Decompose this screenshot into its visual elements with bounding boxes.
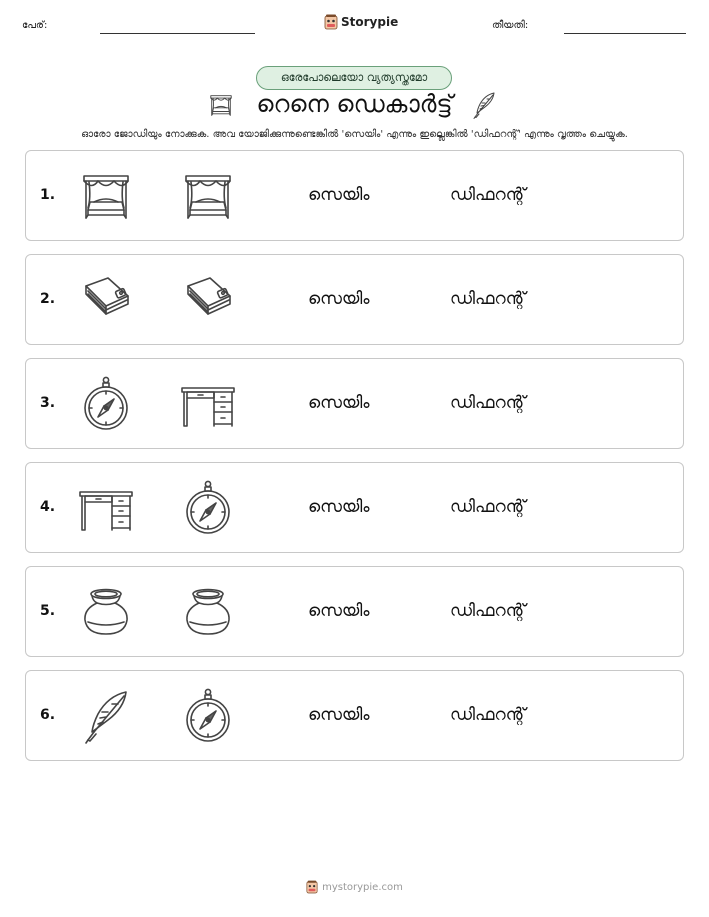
- compass-icon: [78, 376, 134, 432]
- name-line[interactable]: [100, 33, 255, 34]
- footer-url: mystorypie.com: [322, 881, 403, 893]
- different-option[interactable]: ഡിഫറന്റ്: [450, 185, 526, 205]
- desk-icon: [180, 376, 236, 432]
- brand-logo: [324, 14, 398, 30]
- pair-row: [25, 670, 684, 761]
- date-line[interactable]: [564, 33, 686, 34]
- different-option[interactable]: ഡിഫറന്റ്: [450, 497, 526, 517]
- storypie-mascot-icon: [306, 880, 318, 894]
- canopy-bed-icon: [78, 168, 134, 224]
- same-option[interactable]: സെയിം: [308, 705, 370, 725]
- name-label: പേര്:: [22, 20, 48, 31]
- row-number: 6.: [40, 707, 56, 723]
- same-option[interactable]: സെയിം: [308, 185, 370, 205]
- worksheet-type-badge: ഒരേപോലെയോ വ്യത്യസ്തമോ: [256, 66, 452, 90]
- storypie-mascot-icon: [324, 14, 338, 30]
- instruction-text: ഓരോ ജോഡിയും നോക്കുക. അവ യോജിക്കുന്നുണ്ടെങ്കിൽ 'സെയിം' എന്നും ഇല്ലെങ്കിൽ 'ഡിഫറന്റ്' എന്നും വൃത്തം ചെയ്യുക.: [81, 129, 628, 140]
- compass-icon: [180, 688, 236, 744]
- pair-row: [25, 566, 684, 657]
- compass-icon: [180, 480, 236, 536]
- different-option[interactable]: ഡിഫറന്റ്: [450, 601, 526, 621]
- worksheet-header: [0, 14, 709, 44]
- same-option[interactable]: സെയിം: [308, 497, 370, 517]
- same-option[interactable]: സെയിം: [308, 393, 370, 413]
- canopy-bed-icon: [206, 92, 236, 118]
- pair-row: [25, 254, 684, 345]
- date-label: തീയതി:: [492, 20, 529, 31]
- row-number: 3.: [40, 395, 56, 411]
- same-option[interactable]: സെയിം: [308, 601, 370, 621]
- book-icon: [180, 272, 236, 328]
- book-icon: [78, 272, 134, 328]
- different-option[interactable]: ഡിഫറന്റ്: [450, 393, 526, 413]
- title-row: [0, 90, 709, 124]
- canopy-bed-icon: [180, 168, 236, 224]
- quill-icon: [78, 688, 134, 744]
- pot-icon: [78, 584, 134, 640]
- row-number: 1.: [40, 187, 56, 203]
- footer: [0, 880, 709, 894]
- same-option[interactable]: സെയിം: [308, 289, 370, 309]
- pair-row: [25, 462, 684, 553]
- row-number: 5.: [40, 603, 56, 619]
- row-number: 2.: [40, 291, 56, 307]
- page-title: റെനെ ഡെകാർട്ട്: [256, 90, 453, 118]
- different-option[interactable]: ഡിഫറന്റ്: [450, 289, 526, 309]
- pair-row: [25, 358, 684, 449]
- pot-icon: [180, 584, 236, 640]
- brand-name: Storypie: [341, 15, 399, 29]
- row-number: 4.: [40, 499, 56, 515]
- quill-icon: [470, 89, 498, 121]
- desk-icon: [78, 480, 134, 536]
- pair-row: [25, 150, 684, 241]
- different-option[interactable]: ഡിഫറന്റ്: [450, 705, 526, 725]
